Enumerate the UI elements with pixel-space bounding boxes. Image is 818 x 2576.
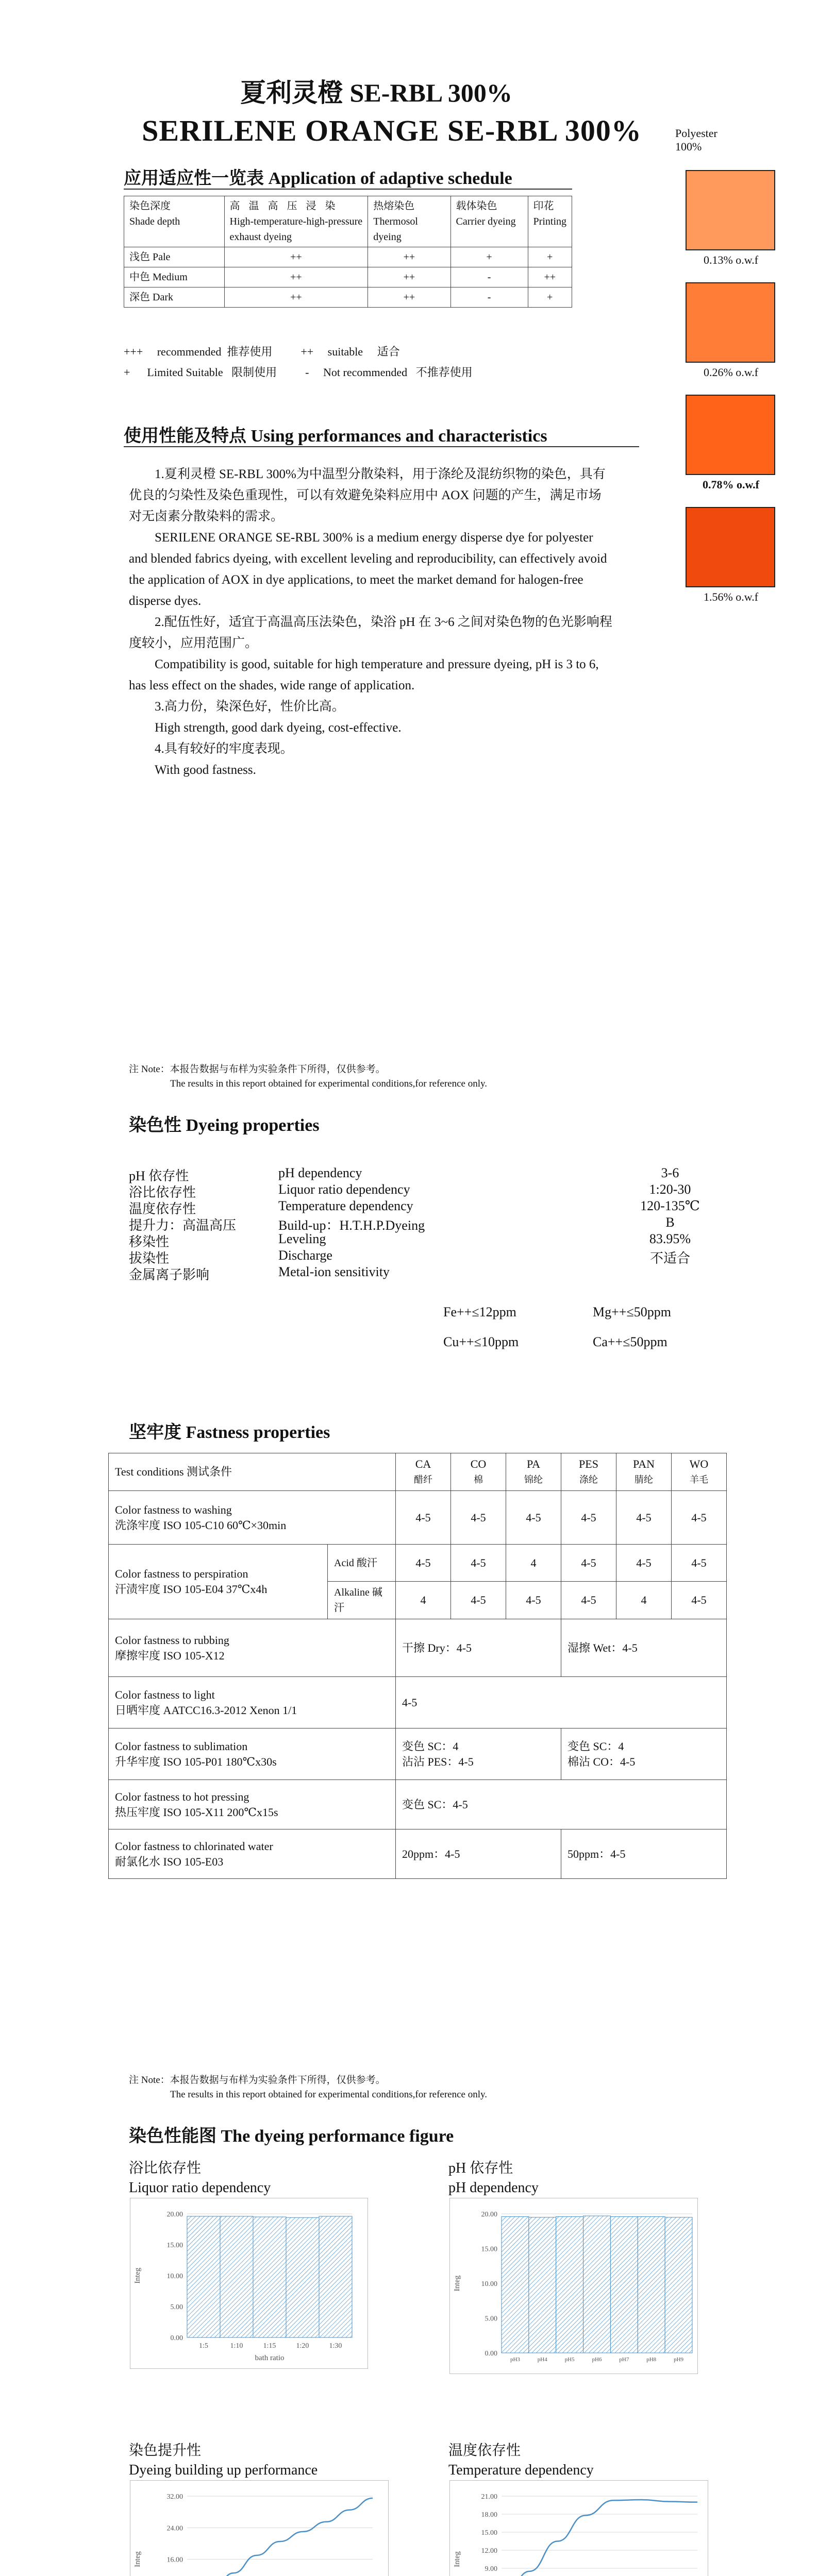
cell: ++ (368, 247, 450, 267)
property-en: Leveling (278, 1231, 326, 1246)
table-header-row (109, 1453, 727, 1491)
table-row (109, 1780, 727, 1829)
dyeing-properties (129, 1165, 700, 1282)
table-row (109, 1491, 727, 1545)
row-label (109, 1619, 396, 1677)
header-cn: 高 温 高 压 浸 染 (229, 200, 339, 212)
header-cn: 载体染色 (456, 200, 497, 212)
x-tick-label: 1:20 (296, 2342, 309, 2350)
header-cell (561, 1453, 616, 1491)
cell: ++ (368, 287, 450, 308)
paragraph: 1.夏利灵橙 SE-RBL 300%为中温型分散染料，用于涤纶及混纺织物的染色，具有优良的匀染性及染色重现性，可以有效避免染料应用中 AOX 问题的产生，满足市场对无卤素分散染料的需求。 (129, 467, 606, 523)
chart-ph (449, 2198, 698, 2374)
cell: 4-5 (506, 1491, 561, 1545)
col-en: CA (415, 1458, 431, 1470)
label-en: Color fastness to perspiration (115, 1567, 248, 1580)
property-cn: 拔染性 (129, 1251, 170, 1266)
header-cell (672, 1453, 727, 1491)
row-label (109, 1829, 396, 1879)
x-tick-label: pH5 (564, 2357, 575, 2363)
value: 沾沾 PES：4-5 (402, 1755, 474, 1768)
label-cn: 耐氯化水 ISO 105-E03 (115, 1855, 224, 1868)
swatch-2 (686, 395, 776, 492)
chart-svg (130, 2481, 388, 2576)
y-tick-label: 10.00 (166, 2273, 183, 2280)
cell: 4-5 (561, 1582, 616, 1619)
property-row (129, 1264, 696, 1281)
row-label (109, 1677, 396, 1728)
cell: - (450, 267, 528, 287)
color-swatch (686, 170, 775, 250)
cell (396, 1728, 561, 1780)
note-line-1: 注 Note：本报告数据与布样为实验条件下所得，仅供参考。 (129, 2075, 386, 2086)
cell: 4-5 (561, 1491, 616, 1545)
figures-heading: 染色性能图 The dyeing performance figure (129, 2127, 454, 2146)
header-en: Carrier dyeing (456, 216, 516, 227)
fastness-heading: 坚牢度 Fastness properties (129, 1423, 330, 1442)
performance-text (129, 464, 613, 781)
header-cell (396, 1453, 451, 1491)
chart-title-cn: 浴比依存性 (129, 2160, 202, 2176)
dyeing-heading: 染色性 Dyeing properties (129, 1116, 320, 1135)
swatch-1 (686, 282, 776, 379)
header-cell (451, 1453, 506, 1491)
table-row (124, 287, 572, 308)
cell: ++ (528, 267, 572, 287)
bar (638, 2216, 665, 2353)
table-row (109, 1545, 727, 1582)
bar (220, 2216, 253, 2337)
header-en: Thermosol dyeing (373, 216, 418, 243)
sub-label: Alkaline 碱汗 (328, 1582, 396, 1619)
header-cell (616, 1453, 672, 1491)
y-tick-label: 24.00 (166, 2524, 183, 2533)
swatch-caption (675, 127, 768, 154)
col-cn: 棉 (474, 1475, 483, 1485)
col-en: PES (579, 1458, 598, 1470)
paragraph: 2.配伍性好，适宜于高温高压法染色，染浴 pH 在 3~6 之间对染色物的色光影响程度较小，应用范围广。 (129, 615, 612, 650)
swatch-label: 1.56% o.w.f (703, 590, 759, 603)
value: 变色 SC：4 (567, 1739, 624, 1753)
swatch-label: 0.78% o.w.f (703, 478, 759, 491)
cell: 4-5 (451, 1545, 506, 1582)
note (129, 2073, 487, 2102)
property-value: B (665, 1215, 675, 1230)
title-chinese: 夏利灵橙 SE-RBL 300% (240, 78, 512, 107)
performance-heading: 使用性能及特点 Using performances and characteristics (124, 427, 547, 446)
swatch-label: 0.13% o.w.f (703, 253, 759, 266)
y-tick-label: 9.00 (485, 2565, 497, 2573)
chart-svg (130, 2198, 368, 2368)
header-cell (368, 196, 450, 247)
chart-title-en: pH dependency (448, 2180, 539, 2196)
cell: 变色 SC：4-5 (396, 1780, 727, 1829)
cell: - (450, 287, 528, 308)
x-tick-label: pH4 (537, 2357, 547, 2363)
y-tick-label: 10.00 (481, 2280, 497, 2288)
x-tick-label: pH3 (510, 2357, 520, 2363)
header-cell (506, 1453, 561, 1491)
table-row (109, 1829, 727, 1879)
swatch-0 (686, 170, 776, 267)
cell: 4 (506, 1545, 561, 1582)
metal-cu: Cu++≤10ppm (443, 1334, 519, 1349)
header-cn: 染色深度 (129, 200, 171, 212)
chart-title-cn: 染色提升性 (129, 2443, 202, 2459)
legend-line-1: +++ recommended 推荐使用 ++ suitable 适合 (124, 345, 400, 358)
label-cn: 热压牢度 ISO 105-X11 200℃x15s (115, 1805, 278, 1819)
bar (583, 2216, 611, 2353)
swatch-3 (686, 507, 776, 604)
property-value: 不适合 (649, 1251, 690, 1266)
col-cn: 醋纤 (414, 1475, 432, 1485)
property-row (129, 1248, 696, 1264)
x-tick-label: pH7 (619, 2357, 629, 2363)
property-cn: 提升力：高温高压 (129, 1218, 237, 1233)
property-value: 1:20-30 (649, 1182, 691, 1197)
property-cn: 移染性 (129, 1234, 170, 1249)
property-en: Liquor ratio dependency (278, 1182, 410, 1197)
property-cn: 金属离子影响 (129, 1267, 210, 1282)
x-tick-label: 1:5 (199, 2342, 208, 2350)
bar (665, 2217, 692, 2353)
fastness-table (108, 1453, 727, 1879)
property-row (129, 1231, 696, 1248)
cell: ++ (224, 287, 368, 308)
cell: 4-5 (672, 1491, 727, 1545)
x-tick-label: 1:15 (263, 2342, 276, 2350)
cell: 4 (396, 1582, 451, 1619)
chart-title-liquor (129, 2159, 271, 2198)
cell: 4-5 (616, 1491, 672, 1545)
metal-fe: Fe++≤12ppm (443, 1304, 516, 1319)
row-label (109, 1545, 328, 1619)
chart-title-cn: 温度依存性 (448, 2443, 521, 2459)
row-label: 深色 Dark (124, 287, 225, 308)
table-row (124, 247, 572, 267)
table-row (109, 1728, 727, 1780)
paragraph: High strength, good dark dyeing, cost-effective. (155, 721, 402, 735)
bar (556, 2216, 583, 2353)
table-row (109, 1619, 727, 1677)
col-en: PA (526, 1458, 541, 1470)
y-tick-label: 32.00 (166, 2493, 183, 2501)
metal-mg: Mg++≤50ppm (593, 1304, 671, 1319)
cell: ++ (224, 267, 368, 287)
row-label: 浅色 Pale (124, 247, 225, 267)
y-tick-label: 20.00 (166, 2211, 183, 2218)
x-tick-label: 1:10 (230, 2342, 243, 2350)
chart-title-en: Liquor ratio dependency (129, 2180, 271, 2196)
x-tick-label: pH6 (592, 2357, 602, 2363)
label-cn: 汗渍牢度 ISO 105-E04 37℃x4h (115, 1583, 268, 1596)
bar (502, 2216, 529, 2353)
property-cn: 温度依存性 (129, 1201, 196, 1216)
color-swatch (686, 507, 775, 587)
property-en: Discharge (278, 1248, 332, 1263)
chart-temperature (449, 2480, 708, 2576)
col-en: CO (470, 1458, 487, 1470)
cell: 湿擦 Wet：4-5 (561, 1619, 727, 1677)
series-line (187, 2498, 373, 2576)
property-en: Temperature dependency (278, 1198, 413, 1213)
property-row (129, 1215, 696, 1231)
property-row (129, 1165, 696, 1182)
note-line-2: The results in this report obtained for experimental conditions,for reference only. (170, 2089, 488, 2100)
paragraph: Compatibility is good, suitable for high temperature and pressure dyeing, pH is 3 to 6, has less effect on the shades, wide range of application. (129, 657, 599, 692)
y-axis-label: Integ (453, 2551, 461, 2567)
swatch-caption-line1: Polyester (675, 127, 717, 140)
application-table (124, 196, 572, 308)
label-cn: 摩擦牢度 ISO 105-X12 (115, 1649, 225, 1662)
header-cell (124, 196, 225, 247)
col-cn: 腈纶 (635, 1475, 653, 1485)
cell: 4-5 (506, 1582, 561, 1619)
col-cn: 羊毛 (690, 1475, 708, 1485)
y-tick-label: 0.00 (485, 2350, 497, 2358)
chart-buildup (130, 2480, 389, 2576)
bar (319, 2216, 352, 2337)
header-cell (528, 196, 572, 247)
y-tick-label: 0.00 (170, 2334, 183, 2342)
y-tick-label: 15.00 (481, 2529, 497, 2537)
color-swatch (686, 282, 775, 363)
y-tick-label: 5.00 (485, 2315, 497, 2323)
chart-svg (450, 2198, 697, 2374)
x-tick-label: pH9 (674, 2357, 684, 2363)
cell: 4-5 (672, 1545, 727, 1582)
paragraph: 3.高力份，染深色好，性价比高。 (155, 700, 345, 714)
col-en: WO (689, 1458, 709, 1470)
header-cn: 热熔染色 (373, 200, 415, 212)
y-tick-label: 21.00 (481, 2493, 497, 2501)
y-tick-label: 16.00 (166, 2556, 183, 2564)
legend-line-2: + Limited Suitable 限制使用 - Not recommended 不推荐使用 (124, 366, 473, 379)
header-cell (224, 196, 368, 247)
cell: 50ppm：4-5 (561, 1829, 727, 1879)
header-en: High-temperature-high-pressure exhaust dyeing (229, 216, 363, 243)
label-en: Color fastness to sublimation (115, 1739, 248, 1753)
row-label (109, 1491, 396, 1545)
property-row (129, 1198, 700, 1216)
cell: 20ppm：4-5 (396, 1829, 561, 1879)
bar (286, 2217, 319, 2337)
cell: + (528, 247, 572, 267)
y-axis-label: Integ (453, 2275, 461, 2292)
value: 棉沾 CO：4-5 (567, 1755, 636, 1768)
divider (124, 189, 572, 190)
application-heading: 应用适应性一览表 Application of adaptive schedule (124, 169, 512, 188)
cell: 4-5 (396, 1545, 451, 1582)
bar (610, 2216, 638, 2353)
label-en: Color fastness to light (115, 1688, 215, 1701)
cell: 4-5 (672, 1582, 727, 1619)
property-value: 83.95% (649, 1231, 691, 1246)
table-row (109, 1677, 727, 1728)
label-en: Color fastness to chlorinated water (115, 1839, 273, 1853)
series-line (502, 2500, 697, 2576)
swatch-caption-line2: 100% (675, 140, 702, 153)
cell: 4-5 (396, 1677, 727, 1728)
row-label (109, 1780, 396, 1829)
paragraph: 4.具有较好的牢度表现。 (155, 742, 293, 756)
bar (529, 2217, 556, 2353)
cell: 4-5 (451, 1491, 506, 1545)
note-line-1: 注 Note：本报告数据与布样为实验条件下所得，仅供参考。 (129, 1064, 386, 1075)
paragraph: With good fastness. (155, 763, 256, 777)
col-en: PAN (633, 1458, 655, 1470)
row-label (109, 1728, 396, 1780)
label-cn: 升华牢度 ISO 105-P01 180℃x30s (115, 1755, 277, 1768)
header-en: Printing (533, 216, 566, 227)
header-cell: Test conditions 测试条件 (109, 1453, 396, 1491)
property-value: 3-6 (661, 1165, 679, 1180)
cell: 4-5 (396, 1491, 451, 1545)
bar (253, 2217, 286, 2337)
swatch-column (675, 127, 768, 156)
cell: 4 (616, 1582, 672, 1619)
sub-label: Acid 酸汗 (328, 1545, 396, 1582)
label-en: Color fastness to rubbing (115, 1633, 229, 1647)
x-tick-label: pH8 (646, 2357, 657, 2363)
y-tick-label: 18.00 (481, 2511, 497, 2519)
chart-title-en: Dyeing building up performance (129, 2462, 318, 2478)
chart-title-temperature (448, 2441, 594, 2480)
x-axis-label: bath ratio (255, 2354, 285, 2362)
y-tick-label: 15.00 (481, 2245, 497, 2253)
header-cell (450, 196, 528, 247)
cell: 4-5 (616, 1545, 672, 1582)
y-axis-label: Integ (133, 2551, 142, 2567)
cell: + (450, 247, 528, 267)
col-cn: 涤纶 (579, 1475, 598, 1485)
property-en: pH dependency (278, 1165, 362, 1180)
metal-ca: Ca++≤50ppm (593, 1334, 667, 1349)
header-en: Shade depth (129, 216, 180, 227)
note-line-2: The results in this report obtained for experimental conditions,for reference only. (170, 1078, 488, 1089)
col-cn: 锦纶 (524, 1475, 543, 1485)
chart-svg (450, 2481, 708, 2576)
property-row (129, 1182, 696, 1198)
divider (124, 446, 639, 447)
property-cn: 浴比依存性 (129, 1185, 196, 1200)
chart-liquor-ratio (130, 2198, 368, 2369)
cell: 4-5 (451, 1582, 506, 1619)
cell: 4-5 (561, 1545, 616, 1582)
swatch-label: 0.26% o.w.f (703, 366, 759, 379)
value: 变色 SC：4 (402, 1739, 459, 1753)
chart-title-buildup (129, 2441, 318, 2480)
row-label: 中色 Medium (124, 267, 225, 287)
bar (187, 2216, 220, 2337)
y-tick-label: 5.00 (170, 2303, 183, 2311)
cell (561, 1728, 727, 1780)
chart-title-cn: pH 依存性 (448, 2160, 513, 2176)
y-axis-label: Integ (133, 2267, 142, 2284)
chart-title-en: Temperature dependency (448, 2462, 594, 2478)
cell: + (528, 287, 572, 308)
label-cn: 日晒牢度 AATCC16.3-2012 Xenon 1/1 (115, 1703, 297, 1717)
chart-title-ph (448, 2159, 539, 2198)
y-tick-label: 20.00 (481, 2211, 497, 2218)
y-tick-label: 12.00 (481, 2547, 497, 2555)
cell: 干擦 Dry：4-5 (396, 1619, 561, 1677)
color-swatch (686, 395, 775, 475)
table-header-row (124, 196, 572, 247)
x-tick-label: 1:30 (329, 2342, 342, 2350)
cell: ++ (368, 267, 450, 287)
y-tick-label: 15.00 (166, 2242, 183, 2249)
property-en: Metal-ion sensitivity (278, 1264, 390, 1279)
property-value: 120-135℃ (640, 1198, 700, 1213)
title-english: SERILENE ORANGE SE-RBL 300% (142, 114, 642, 147)
property-en: Build-up：H.T.H.P.Dyeing (278, 1218, 425, 1233)
cell: ++ (224, 247, 368, 267)
note (129, 1062, 487, 1091)
table-row (124, 267, 572, 287)
paragraph: SERILENE ORANGE SE-RBL 300% is a medium energy disperse dye for polyester and blended fabrics dyeing, with excellent leveling and reproducibility, can effectively avoid the application of AOX in dye applications, to meet the market demand for halogen-free disperse dyes. (129, 531, 607, 608)
label-en: Color fastness to hot pressing (115, 1790, 249, 1803)
property-cn: pH 依存性 (129, 1168, 189, 1183)
label-cn: 洗涤牢度 ISO 105-C10 60℃×30min (115, 1518, 287, 1532)
label-en: Color fastness to washing (115, 1503, 232, 1516)
header-cn: 印花 (533, 200, 554, 212)
